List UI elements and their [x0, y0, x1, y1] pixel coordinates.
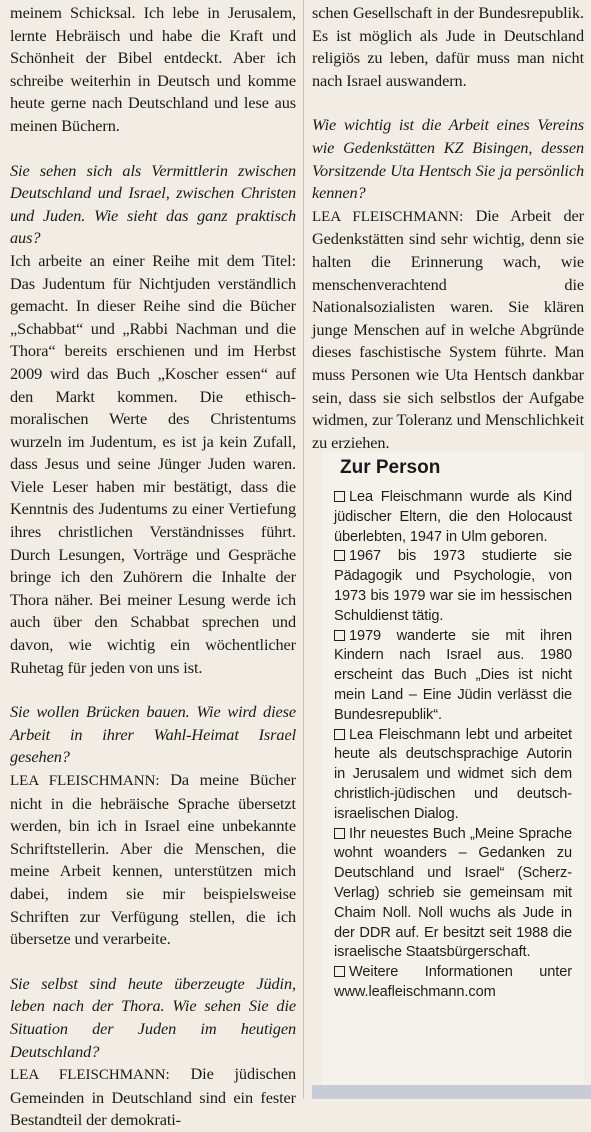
bio-item-text: 1967 bis 1973 studierte sie Pädagogik und Psychologie, von 1973 bis 1979 war sie im hessischen Schuldienst tätig. — [334, 548, 572, 624]
box-body — [334, 488, 572, 1003]
bio-item-text: Lea Fleischmann wurde als Kind jüdischer Eltern, die den Holocaust überlebten, 1947 in Ulm geboren. — [334, 489, 572, 545]
bio-item — [334, 963, 572, 1003]
checkbox-square-icon — [334, 966, 345, 977]
question-situation: Sie selbst sind heute überzeugte Jüdin, leben nach der Thora. Wie sehen Sie die Situation der Juden im heutigen Deutschland? — [10, 973, 296, 1061]
checkbox-square-icon — [334, 491, 345, 502]
speaker-label: LEA FLEISCHMANN: — [312, 208, 464, 225]
question-bridges: Sie wollen Brücken bauen. Wie wird diese Arbeit in ihrer Wahl-Heimat Israel gesehen? — [10, 702, 296, 767]
bio-item — [334, 627, 572, 726]
box-title: Zur Person — [340, 457, 441, 478]
answer-bridges-text: Da meine Bücher nicht in die hebräische Sprache übersetzt werden, bin ich in Israel eine unbekannte Schriftstellerin. Aber die Menschen, die meine Arbeit kennen, unterstützen mich dabei, indem sie mir beispielsweise Schriften zur Verfügung stellen, die ich übersetze und verarbeite. — [10, 770, 296, 949]
checkbox-square-icon — [334, 550, 345, 561]
bio-item — [334, 547, 572, 626]
bio-item — [334, 488, 572, 547]
speaker-label: LEA FLEISCHMANN: — [10, 1067, 170, 1084]
checkbox-square-icon — [334, 630, 345, 641]
checkbox-square-icon — [334, 729, 345, 740]
question-mediator: Sie sehen sich als Vermittlerin zwischen Deutschland und Israel, zwischen Christen und Juden. Wie sieht das ganz praktisch aus? — [10, 160, 296, 248]
bio-item — [334, 825, 572, 964]
right-paragraph-continuation: schen Gesellschaft in der Bundesrepublik. Es ist möglich als Jude in Deutschland religiös zu leben, dafür muss man nicht nach Israel auswandern. — [312, 3, 584, 90]
answer-situation-text: Die jüdischen Gemeinden in Deutschland sind ein fester Bestandteil der demokrati- — [10, 1064, 296, 1130]
bio-item-text: Lea Fleischmann lebt und arbeitet heute als deutschsprachige Autorin in Jerusalem und widmet sich dem christlich-jüdischen und deutsch-israelischen Dialog. — [334, 726, 572, 822]
answer-bridges — [10, 769, 296, 951]
answer-situation — [10, 1063, 296, 1132]
bottom-edge-band — [312, 1085, 591, 1099]
bio-item — [334, 726, 572, 825]
answer-memorial-text: Die Arbeit der Gedenkstätten sind sehr wichtig, denn sie halten die Erinnerung wach, wie menschenverachtend die Nationalsozialisten waren. Sie klären junge Menschen auf in welche Abgründe dieses faschistische System führte. Man muss Personen wie Uta Hentsch dankbar sein, dass sie sich selbstlos der Aufgabe widmen, zur Toleranz und Menschlichkeit zu erziehen. — [312, 205, 584, 452]
column-divider — [303, 0, 304, 1099]
right-column — [312, 2, 584, 454]
left-column — [10, 2, 296, 1132]
person-info-box — [322, 452, 584, 1092]
bio-item-text: Weitere Informationen unter www.leafleischmann.com — [334, 964, 572, 1000]
answer-memorial — [312, 205, 584, 455]
checkbox-square-icon — [334, 828, 345, 839]
answer-mediator: Ich arbeite an einer Reihe mit dem Titel: Das Judentum für Nichtjuden verständlich gemacht. In dieser Reihe sind die Bücher „Schabbat“ und „Rabbi Nachman und die Thora“ bereits erschienen und im Herbst 2009 wird das Buch „Koscher essen“ auf den Markt kommen. Die ethisch-moralischen Werte des Christentums wurzeln im Judentum, es ist ja kein Zufall, dass Jesus und seine Jünger Juden waren. Viele Leser haben mir bestätigt, dass die Kenntnis des Judentums zu einer Vertiefung ihres christlichen Verständnisses führt. Durch Lesungen, Vorträge und Gespräche bringe ich den Zuhörern die Inhalte der Thora näher. Bei meiner Lesung werde ich auch über den Schabbat sprechen und davon, wie wichtig ein wöchentlicher Ruhetag für jeden von uns ist. — [10, 250, 296, 677]
question-memorial: Wie wichtig ist die Arbeit eines Vereins wie Gedenkstätten KZ Bisingen, dessen Vorsitzende Uta Hentsch Sie ja persönlich kennen? — [312, 115, 584, 203]
bio-item-text: 1979 wanderte sie mit ihren Kindern nach Israel aus. 1980 erscheint das Buch „Dies ist nicht mein Land – Eine Jüdin verlässt die Bundesrepublik“. — [334, 627, 572, 723]
bio-item-text: Ihr neuestes Buch „Meine Sprache wohnt woanders – Gedanken zu Deutschland und Israel“ (Scherz-Verlag) schrieb sie gemeinsam mit Chaim Noll. Noll wuchs als Jude in der DDR auf. Er besitzt seit 1988 die israelische Staatsbürgerschaft. — [334, 825, 572, 961]
speaker-label: LEA FLEISCHMANN: — [10, 773, 160, 789]
left-paragraph-intro: meinem Schicksal. Ich lebe in Jerusalem, lernte Hebräisch und habe die Kraft und Schönheit der Bibel entdeckt. Aber ich schreibe weiterhin in Deutsch und komme heute gerne nach Deutschland und lese aus meinen Büchern. — [10, 3, 296, 135]
